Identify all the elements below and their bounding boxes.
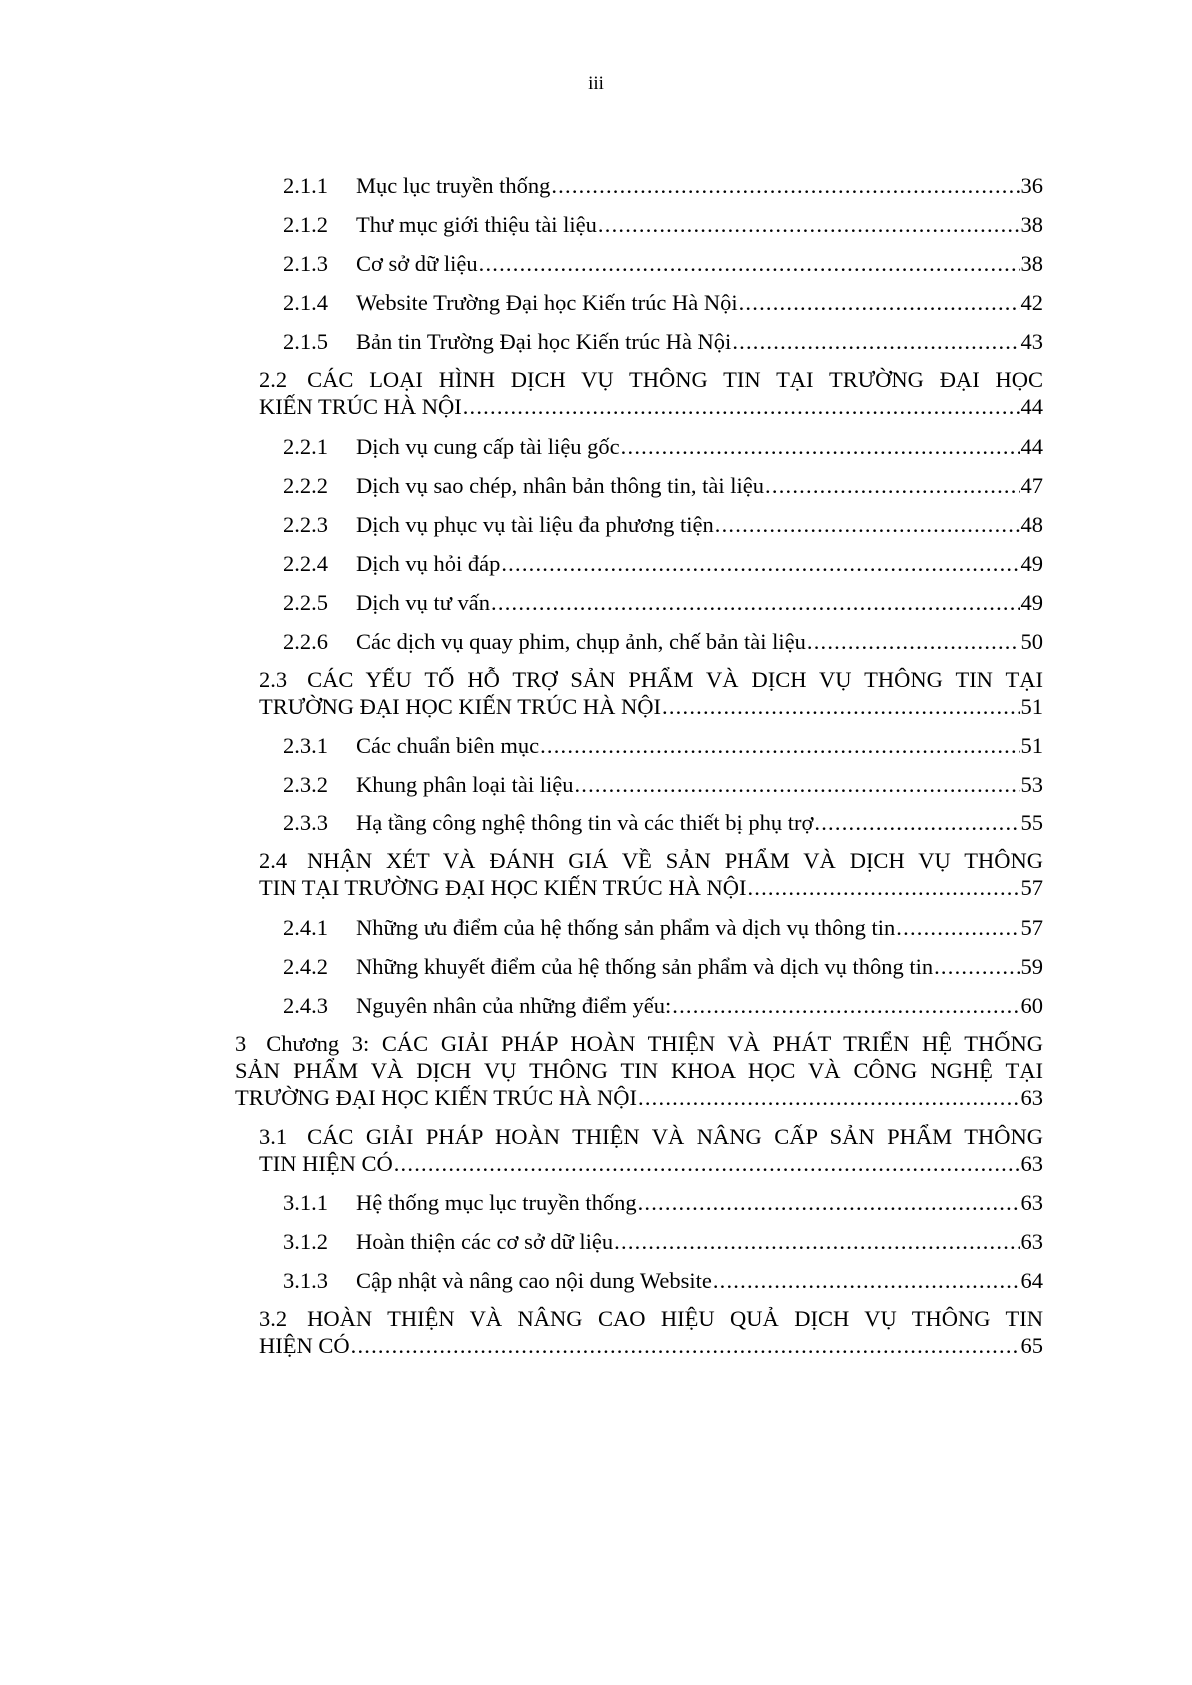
- toc-entry-title-cont: SẢN PHẨM VÀ DỊCH VỤ THÔNG TIN KHOA HỌC VÀ CÔNG NGHỆ TẠI: [235, 1058, 1043, 1083]
- page-number: iii: [588, 73, 604, 94]
- toc-entry-title: Website Trường Đại học Kiến trúc Hà Nội: [356, 290, 738, 315]
- toc-entry-title: NHẬN XÉT VÀ ĐÁNH GIÁ VỀ SẢN PHẨM VÀ DỊCH VỤ THÔNG: [307, 848, 1043, 873]
- toc-entry-2-4-2[interactable]: [283, 952, 1043, 982]
- toc-entry-page: 36: [1020, 173, 1043, 198]
- toc-entry-number: 2.3.1: [283, 733, 328, 758]
- toc-entry-2-1-2[interactable]: [283, 210, 1043, 240]
- toc-entry-title: Những khuyết điểm của hệ thống sản phẩm và dịch vụ thông tin: [356, 954, 934, 979]
- dot-leader: [394, 1150, 1020, 1177]
- toc-entry-page: 55: [1020, 810, 1043, 835]
- toc-entry-number: 2.4.1: [283, 915, 328, 940]
- toc-entry-title-cont: TRƯỜNG ĐẠI HỌC KIẾN TRÚC HÀ NỘI: [259, 694, 662, 719]
- toc-entry-title: Khung phân loại tài liệu: [356, 772, 574, 797]
- toc-entry-page: 49: [1020, 590, 1043, 615]
- toc-entry-title: Mục lục truyền thống: [356, 173, 551, 198]
- toc-entry-2-4-1[interactable]: [283, 913, 1043, 943]
- toc-entry-number: 3.2: [259, 1306, 288, 1331]
- dot-leader: [896, 913, 1019, 943]
- dot-leader: [463, 393, 1020, 420]
- toc-entry-chapter-3[interactable]: [235, 1030, 1043, 1111]
- toc-entry-number: 3.1.1: [283, 1190, 328, 1215]
- toc-entry-3-2[interactable]: [259, 1305, 1043, 1359]
- toc-entry-page: 38: [1020, 212, 1043, 237]
- toc-entry-title: Hạ tầng công nghệ thông tin và các thiết bị phụ trợ: [356, 810, 814, 835]
- toc-entry-2-3-2[interactable]: [283, 770, 1043, 800]
- toc-entry-title: Bản tin Trường Đại học Kiến trúc Hà Nội: [356, 329, 732, 354]
- toc-entry-number: 3: [235, 1031, 247, 1056]
- toc-entry-page: 60: [1020, 993, 1043, 1018]
- toc-entry-page: 57: [1020, 875, 1043, 900]
- toc-entry-page: 44: [1020, 434, 1043, 459]
- toc-entry-title: Các dịch vụ quay phim, chụp ảnh, chế bản tài liệu: [356, 629, 806, 654]
- toc-entry-page: 65: [1020, 1333, 1043, 1358]
- dot-leader: [638, 1188, 1020, 1218]
- toc-entry-number: 2.2.1: [283, 434, 328, 459]
- toc-entry-number: 2.4.2: [283, 954, 328, 979]
- toc-entry-2-2-4[interactable]: [283, 549, 1043, 579]
- toc-entry-page: 43: [1020, 329, 1043, 354]
- toc-entry-page: 59: [1020, 954, 1043, 979]
- dot-leader: [807, 627, 1020, 657]
- toc-entry-page: 51: [1020, 694, 1043, 719]
- toc-entry-title-cont: HIỆN CÓ: [259, 1333, 350, 1358]
- toc-entry-title: Thư mục giới thiệu tài liệu: [356, 212, 597, 237]
- toc-entry-page: 53: [1020, 772, 1043, 797]
- toc-entry-page: 48: [1020, 512, 1043, 537]
- toc-entry-title: Nguyên nhân của những điểm yếu:: [356, 993, 672, 1018]
- toc-entry-number: 2.3.3: [283, 810, 328, 835]
- toc-entry-page: 50: [1020, 629, 1043, 654]
- toc-entry-title: Các chuẩn biên mục: [356, 733, 540, 758]
- toc-entry-number: 2.2.6: [283, 629, 328, 654]
- toc-entry-title: Dịch vụ cung cấp tài liệu gốc: [356, 434, 620, 459]
- toc-entry-number: 2.4.3: [283, 993, 328, 1018]
- toc-entry-number: 2.3: [259, 667, 288, 692]
- toc-entry-title: Những ưu điểm của hệ thống sản phẩm và dịch vụ thông tin: [356, 915, 896, 940]
- toc-entry-number: 2.2.3: [283, 512, 328, 537]
- toc-entry-number: 3.1.2: [283, 1229, 328, 1254]
- toc-entry-2-1-5[interactable]: [283, 327, 1043, 357]
- toc-entry-title-cont: TIN TẠI TRƯỜNG ĐẠI HỌC KIẾN TRÚC HÀ NỘI: [259, 875, 747, 900]
- toc-entry-number: 2.3.2: [283, 772, 328, 797]
- dot-leader: [598, 210, 1020, 240]
- toc-entry-title: CÁC LOẠI HÌNH DỊCH VỤ THÔNG TIN TẠI TRƯỜNG ĐẠI HỌC: [307, 367, 1043, 392]
- dot-leader: [551, 171, 1019, 201]
- toc-entry-number: 2.1.3: [283, 251, 328, 276]
- toc-entry-number: 2.1.1: [283, 173, 328, 198]
- toc-entry-number: 2.2.4: [283, 551, 328, 576]
- toc-entry-title: Cơ sở dữ liệu: [356, 251, 478, 276]
- dot-leader: [574, 770, 1019, 800]
- toc-entry-2-2-5[interactable]: [283, 588, 1043, 618]
- dot-leader: [621, 432, 1020, 462]
- dot-leader: [479, 249, 1020, 279]
- toc-entry-2-1-4[interactable]: [283, 288, 1043, 318]
- toc-entry-2-1-1[interactable]: [283, 171, 1043, 201]
- dot-leader: [351, 1332, 1020, 1359]
- toc-entry-number: 2.4: [259, 848, 288, 873]
- toc-entry-title: Dịch vụ hỏi đáp: [356, 551, 501, 576]
- dot-leader: [614, 1227, 1019, 1257]
- toc-entry-2-3[interactable]: [259, 666, 1043, 720]
- toc-entry-page: 64: [1020, 1268, 1043, 1293]
- toc-entry-page: 63: [1020, 1085, 1043, 1110]
- toc-entry-number: 2.1.2: [283, 212, 328, 237]
- dot-leader: [672, 991, 1019, 1021]
- toc-entry-page: 38: [1020, 251, 1043, 276]
- toc-entry-number: 3.1: [259, 1124, 288, 1149]
- dot-leader: [934, 952, 1019, 982]
- toc-entry-title: CÁC GIẢI PHÁP HOÀN THIỆN VÀ NÂNG CẤP SẢN PHẨM THÔNG: [307, 1124, 1043, 1149]
- dot-leader: [739, 288, 1020, 318]
- dot-leader: [747, 874, 1019, 901]
- toc-entry-page: 42: [1020, 290, 1043, 315]
- toc-entry-page: 57: [1020, 915, 1043, 940]
- toc-entry-title: Dịch vụ tư vấn: [356, 590, 491, 615]
- toc-entry-2-3-1[interactable]: [283, 731, 1043, 761]
- toc-entry-page: 47: [1020, 473, 1043, 498]
- dot-leader: [713, 1266, 1020, 1296]
- toc-entry-title: Chương 3: CÁC GIẢI PHÁP HOÀN THIỆN VÀ PHÁT TRIỂN HỆ THỐNG: [266, 1031, 1043, 1056]
- dot-leader: [732, 327, 1019, 357]
- toc-entry-number: 2.2.2: [283, 473, 328, 498]
- toc-entry-number: 3.1.3: [283, 1268, 328, 1293]
- toc-entry-page: 63: [1020, 1229, 1043, 1254]
- toc-entry-2-2[interactable]: [259, 366, 1043, 420]
- dot-leader: [715, 510, 1020, 540]
- dot-leader: [814, 808, 1019, 838]
- toc-entry-2-4-3[interactable]: [283, 991, 1043, 1021]
- dot-leader: [491, 588, 1019, 618]
- toc-entry-2-2-2[interactable]: [283, 471, 1043, 501]
- toc-entry-3-1[interactable]: [259, 1123, 1043, 1177]
- toc-entry-title-cont: TRƯỜNG ĐẠI HỌC KIẾN TRÚC HÀ NỘI: [235, 1085, 638, 1110]
- toc-entry-title: Hoàn thiện các cơ sở dữ liệu: [356, 1229, 614, 1254]
- toc-entry-page: 49: [1020, 551, 1043, 576]
- toc-entry-title: HOÀN THIỆN VÀ NÂNG CAO HIỆU QUẢ DỊCH VỤ THÔNG TIN: [307, 1306, 1043, 1331]
- toc-entry-2-4[interactable]: [259, 847, 1043, 901]
- toc-entry-page: 63: [1020, 1151, 1043, 1176]
- toc-entry-page: 51: [1020, 733, 1043, 758]
- dot-leader: [501, 549, 1019, 579]
- toc-entry-2-2-6[interactable]: [283, 627, 1043, 657]
- toc-entry-number: 2.2: [259, 367, 288, 392]
- toc-entry-3-1-2[interactable]: [283, 1227, 1043, 1257]
- dot-leader: [540, 731, 1019, 761]
- dot-leader: [765, 471, 1019, 501]
- toc-entry-title-cont: TIN HIỆN CÓ: [259, 1151, 393, 1176]
- dot-leader: [662, 693, 1019, 720]
- toc-entry-number: 2.1.5: [283, 329, 328, 354]
- toc-entry-title: Dịch vụ sao chép, nhân bản thông tin, tài liệu: [356, 473, 765, 498]
- toc-entry-number: 2.1.4: [283, 290, 328, 315]
- toc-entry-number: 2.2.5: [283, 590, 328, 615]
- toc-entry-2-2-1[interactable]: [283, 432, 1043, 462]
- toc-entry-title-cont: KIẾN TRÚC HÀ NỘI: [259, 394, 462, 419]
- toc-entry-page: 63: [1020, 1190, 1043, 1215]
- toc-entry-2-1-3[interactable]: [283, 249, 1043, 279]
- toc-entry-title: Dịch vụ phục vụ tài liệu đa phương tiện: [356, 512, 714, 537]
- toc-entry-3-1-1[interactable]: [283, 1188, 1043, 1218]
- toc-entry-2-3-3[interactable]: [283, 808, 1043, 838]
- toc-entry-title: CÁC YẾU TỐ HỖ TRỢ SẢN PHẨM VÀ DỊCH VỤ THÔNG TIN TẠI: [307, 667, 1043, 692]
- toc-entry-3-1-3[interactable]: [283, 1266, 1043, 1296]
- dot-leader: [638, 1084, 1019, 1111]
- toc-entry-page: 44: [1020, 394, 1043, 419]
- toc-entry-2-2-3[interactable]: [283, 510, 1043, 540]
- toc-entry-title: Cập nhật và nâng cao nội dung Website: [356, 1268, 712, 1293]
- toc-entry-title: Hệ thống mục lục truyền thống: [356, 1190, 637, 1215]
